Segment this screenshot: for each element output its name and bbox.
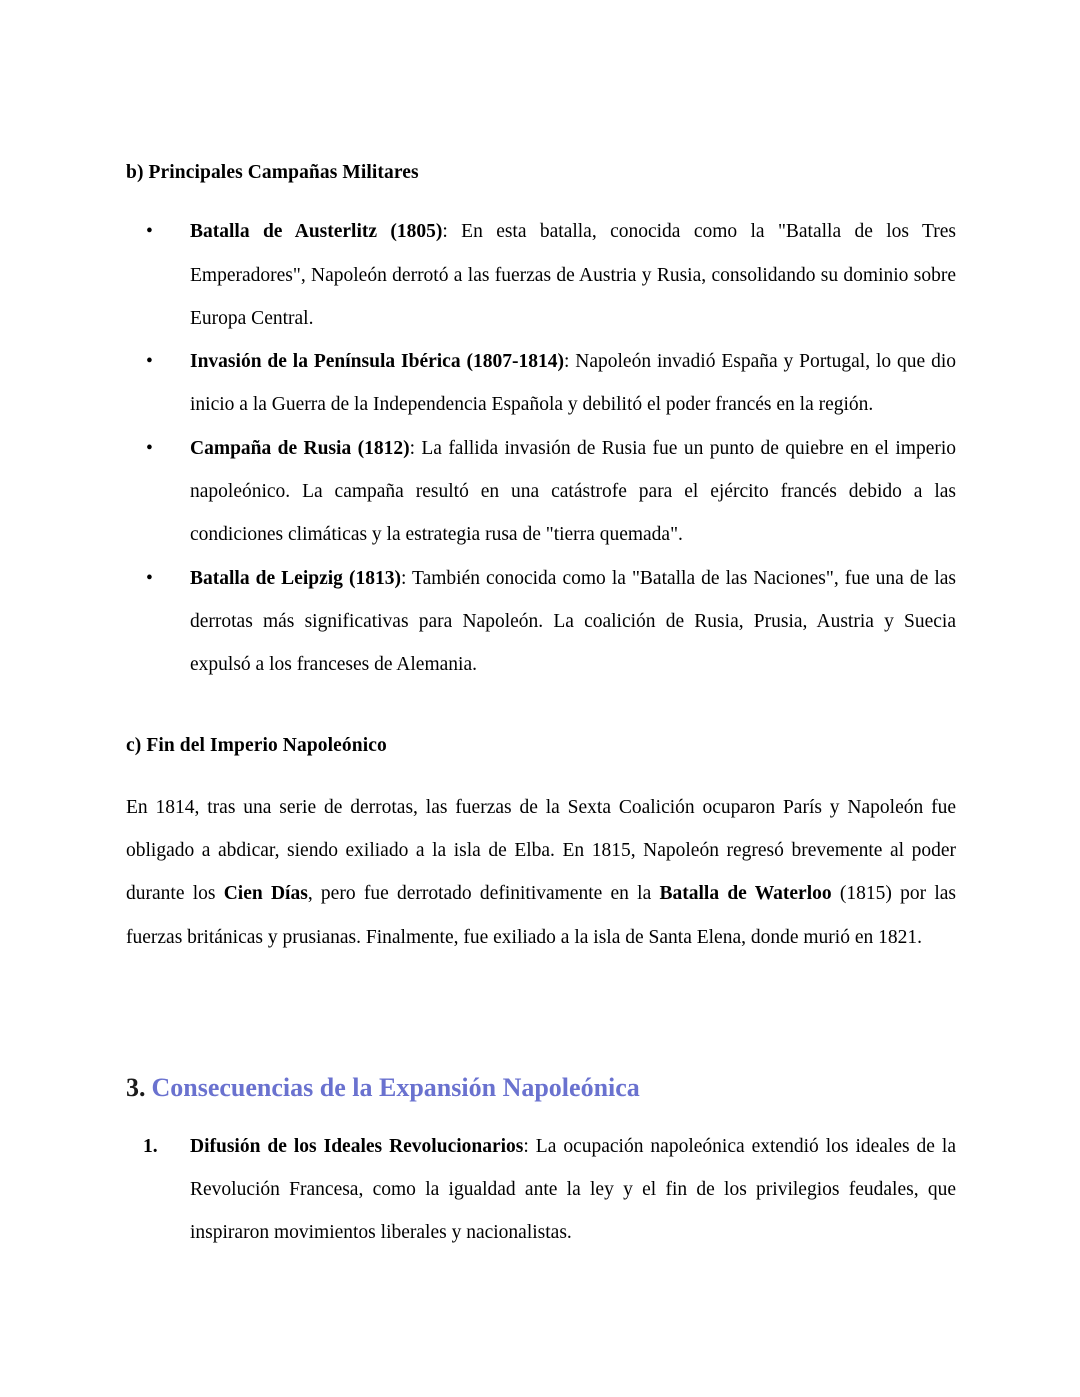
list-item-lead: Difusión de los Ideales Revolucionarios [190, 1135, 524, 1157]
list-item-text: : También conocida como la "Batalla de las Naciones", fue una de las derrotas más significativas para Napoleón. La coalición de Rusia, Prusia, Austria y Suecia expulsó a los franceses de Alemania. [190, 567, 956, 676]
paragraph-bold-cien-dias: Cien Días [223, 883, 308, 905]
list-item [126, 427, 956, 557]
spacer [126, 686, 956, 733]
list-item-lead: Campaña de Rusia (1812) [190, 437, 410, 459]
list-item [126, 1125, 956, 1255]
bullet-icon: • [146, 221, 153, 243]
spacer [126, 1105, 956, 1125]
paragraph-text-part-3: (1815) por las fuerzas británicas y prusianas. Finalmente, fue exiliado a la isla de Santa Elena, donde murió en 1821. [126, 883, 956, 948]
list-item-lead: Batalla de Austerlitz (1805) [190, 221, 443, 243]
list-item [126, 557, 956, 687]
list-item [126, 340, 956, 427]
section-number: 3. [126, 1072, 146, 1102]
consequences-list [126, 1125, 956, 1255]
list-item-text: : La fallida invasión de Rusia fue un punto de quiebre en el imperio napoleónico. La campaña resultó en una catástrofe para el ejército francés debido a las condiciones climáticas y la estrategia rusa de "tierra quemada". [190, 437, 957, 546]
bullet-icon: • [146, 437, 153, 459]
spacer [126, 959, 956, 1071]
bullet-icon: • [146, 351, 153, 373]
list-item-lead: Invasión de la Península Ibérica (1807-1814) [190, 351, 564, 373]
section-heading-consecuencias [126, 1071, 956, 1105]
list-item-lead: Batalla de Leipzig (1813) [190, 567, 401, 589]
document-content [126, 160, 956, 1254]
section-title: Consecuencias de la Expansión Napoleónica [151, 1072, 640, 1102]
list-item-text: : En esta batalla, conocida como la "Batalla de los Tres Emperadores", Napoleón derrotó a las fuerzas de Austria y Rusia, consolidando su dominio sobre Europa Central. [190, 221, 956, 329]
heading-principales-campanas-militares: b) Principales Campañas Militares [126, 162, 419, 183]
paragraph-text-part-2: , pero fue derrotado definitivamente en la [307, 883, 660, 905]
paragraph-text-part-1: En 1814, tras una serie de derrotas, las fuerzas de la Sexta Coalición ocuparon París y Napoleón fue obligado a abdicar, siendo exiliado a la isla de Elba. En 1815, Napoleón regresó brevemente al poder durante los [126, 796, 956, 905]
bullet-icon: • [146, 567, 153, 589]
list-item-number: 1. [143, 1135, 158, 1157]
heading-fin-del-imperio-napoleonico: c) Fin del Imperio Napoleónico [126, 735, 387, 757]
list-item-text: : La ocupación napoleónica extendió los ideales de la Revolución Francesa, como la igualdad ante la ley y el fin de los privilegios feudales, que inspiraron movimientos liberales y nacionalistas. [190, 1135, 956, 1244]
list-item-text: : Napoleón invadió España y Portugal, lo que dio inicio a la Guerra de la Independencia Española y debilitó el poder francés en la región. [190, 351, 956, 416]
paragraph-bold-batalla-de-waterloo: Batalla de Waterloo [659, 883, 832, 905]
paragraph-fin-del-imperio [126, 786, 956, 959]
list-item [126, 210, 956, 340]
spacer [126, 760, 956, 786]
spacer [126, 186, 956, 210]
campaigns-list [126, 210, 956, 686]
